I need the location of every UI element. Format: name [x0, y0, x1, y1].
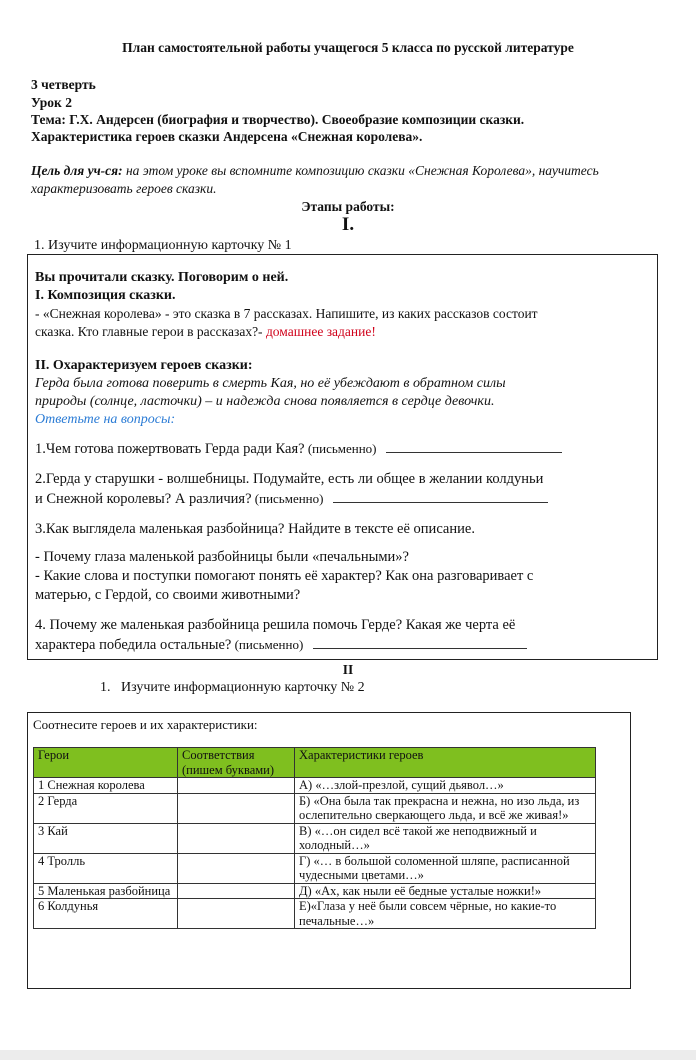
task-1: 1. Изучите информационную карточку № 1 [34, 238, 292, 253]
question-3b-line-1: - Какие слова и поступки помогают понять её характер? Как она разговаривает с [35, 568, 534, 584]
page-title: План самостоятельной работы учащегося 5 класса по русской литературе [122, 40, 574, 55]
question-3b-line-2: матерью, с Гердой, со своими животными? [35, 587, 301, 603]
question-1-text: 1.Чем готова пожертвовать Герда ради Кая? [35, 441, 305, 457]
hero-cell: 5 Маленькая разбойница [34, 883, 178, 899]
info-card-2 [27, 712, 631, 989]
match-cell[interactable] [178, 778, 295, 794]
question-4-line-1: 4. Почему же маленькая разбойница решила помочь Герде? Какая же черта её [35, 617, 516, 633]
task-2: 1. Изучите информационную карточку № 2 [100, 680, 365, 695]
goal-label: Цель для уч-ся: [31, 163, 123, 178]
question-2-line-2: и Снежной королевы? А различия? [35, 491, 252, 507]
card2-instruction: Соотнесите героев и их характеристики: [33, 717, 258, 732]
heroes-table [33, 747, 596, 929]
match-cell[interactable] [178, 899, 295, 929]
question-3-sub [35, 548, 650, 605]
bottom-bar [0, 1050, 696, 1060]
quarter-label: 3 четверть [31, 77, 96, 92]
trait-cell: Е)«Глаза у неё были совсем чёрные, но какие-то печальные…» [295, 899, 596, 929]
question-4-note: (письменно) [231, 637, 304, 652]
table-row [34, 899, 596, 929]
question-1 [35, 439, 650, 459]
card1-italic-1: Герда была готова поверить в смерть Кая, но её убеждают в обратном силы [35, 376, 506, 391]
col-matches: Соответствия (пишем буквами) [178, 748, 295, 778]
question-2 [35, 470, 650, 509]
hero-cell: 3 Кай [34, 823, 178, 853]
topic-line-1: Тема: Г.Х. Андерсен (биография и творчество). Своеобразие композиции сказки. [31, 112, 525, 127]
hero-cell: 2 Герда [34, 793, 178, 823]
match-cell[interactable] [178, 823, 295, 853]
lesson-goal [31, 162, 681, 198]
trait-cell: А) «…злой-презлой, сущий дьявол…» [295, 778, 596, 794]
stages-heading: Этапы работы: [301, 199, 395, 214]
answer-line-4[interactable] [313, 636, 527, 649]
col-heroes: Герои [34, 748, 178, 778]
table-row [34, 793, 596, 823]
answer-prompt: Ответьте на вопросы: [35, 412, 176, 427]
card1-section1-line1: - «Снежная королева» - это сказка в 7 рассказах. Напишите, из каких рассказов состоит [35, 306, 538, 321]
homework-note: домашнее задание! [265, 324, 376, 339]
match-cell[interactable] [178, 793, 295, 823]
hero-cell: 1 Снежная королева [34, 778, 178, 794]
trait-cell: Д) «Ах, как ныли её бедные усталые ножки!» [295, 883, 596, 899]
hero-cell: 6 Колдунья [34, 899, 178, 929]
question-4-line-2: характера победила остальные? [35, 637, 232, 653]
answer-line-1[interactable] [386, 440, 562, 453]
hero-cell: 4 Тролль [34, 853, 178, 883]
table-row [34, 823, 596, 853]
trait-cell: В) «…он сидел всё такой же неподвижный и холодный…» [295, 823, 596, 853]
trait-cell: Б) «Она была так прекрасна и нежна, но изо льда, из ослепительно сверкающего льда, и всё же живая!» [295, 793, 596, 823]
match-cell[interactable] [178, 883, 295, 899]
table-row [34, 883, 596, 899]
question-4 [35, 616, 650, 655]
question-2-note: (письменно) [251, 491, 324, 506]
goal-text-1: на этом уроке вы вспомните композицию сказки «Снежная Королева», научитесь [122, 163, 599, 178]
card1-intro: Вы прочитали сказку. Поговорим о ней. [35, 270, 289, 285]
card1-section1-text: сказка. Кто главные герои в рассказах?- [35, 324, 266, 339]
goal-text-2: характеризовать героев сказки. [31, 181, 217, 196]
lesson-label: Урок 2 [31, 95, 72, 110]
table-header-row [34, 748, 596, 778]
table-row [34, 853, 596, 883]
question-2-line-1: 2.Герда у старушки - волшебницы. Подумайте, есть ли общее в желании колдуньи [35, 471, 544, 487]
match-cell[interactable] [178, 853, 295, 883]
stage-roman-1: I. [341, 214, 355, 235]
table-row [34, 778, 596, 794]
card1-section1-title: I. Композиция сказки. [35, 288, 176, 303]
question-3: 3.Как выглядела маленькая разбойница? Найдите в тексте её описание. [35, 521, 475, 537]
card1-section1-line2 [35, 323, 650, 341]
question-1-note: (письменно) [304, 441, 377, 456]
card1-section2-title: II. Охарактеризуем героев сказки: [35, 358, 253, 373]
question-3a: - Почему глаза маленькой разбойницы были «печальными»? [35, 549, 409, 565]
answer-line-2[interactable] [333, 490, 548, 503]
info-card-1 [27, 254, 658, 660]
card1-italic-2: природы (солнце, ласточки) – и надежда снова появляется в сердце девочки. [35, 394, 495, 409]
stage-roman-2: II [342, 662, 354, 677]
trait-cell: Г) «… в большой соломенной шляпе, расписанной чудесными цветами…» [295, 853, 596, 883]
col-traits: Характеристики героев [295, 748, 596, 778]
topic-line-2: Характеристика героев сказки Андерсена «Снежная королева». [31, 129, 423, 144]
